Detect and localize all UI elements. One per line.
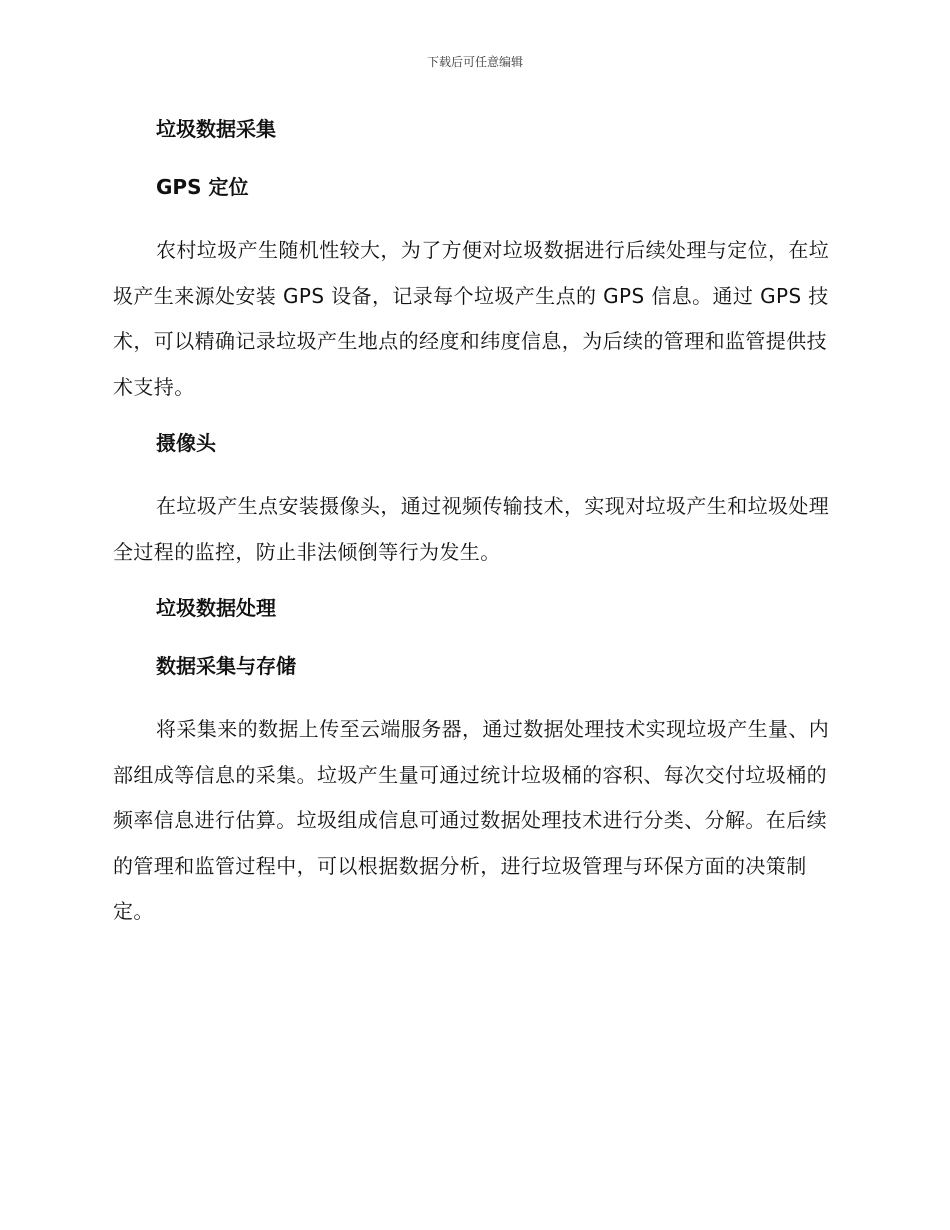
paragraph-camera: 在垃圾产生点安装摄像头，通过视频传输技术，实现对垃圾产生和垃圾处理全过程的监控，防止非法倾倒等行为发生。 [113,494,830,564]
page-header-note: 下载后可任意编辑 [426,55,523,69]
paragraph-storage: 将采集来的数据上传至云端服务器，通过数据处理技术实现垃圾产生量、内部组成等信息的采集。垃圾产生量可通过统计垃圾桶的容积、每次交付垃圾桶的频率信息进行估算。垃圾组成信息可通过数据处理技术进行分类、分解。在后续的管理和监管过程中，可以根据数据分析，进行垃圾管理与环保方面的决策制定。 [113,717,830,923]
paragraph-gps: 农村垃圾产生随机性较大，为了方便对垃圾数据进行后续处理与定位，在垃圾产生来源处安装 GPS 设备，记录每个垃圾产生点的 GPS 信息。通过 GPS 技术，可以精确记录垃圾产生地点的经度和纬度信息，为后续的管理和监管提供技术支持。 [113,238,830,399]
document-body [113,112,837,935]
subsection-heading-storage: 数据采集与存储 [156,654,296,678]
section-heading-data-processing: 垃圾数据处理 [156,596,276,620]
section-heading-data-collection: 垃圾数据采集 [156,117,276,141]
subsection-heading-gps: GPS 定位 [156,175,249,199]
subsection-heading-camera: 摄像头 [156,431,216,455]
